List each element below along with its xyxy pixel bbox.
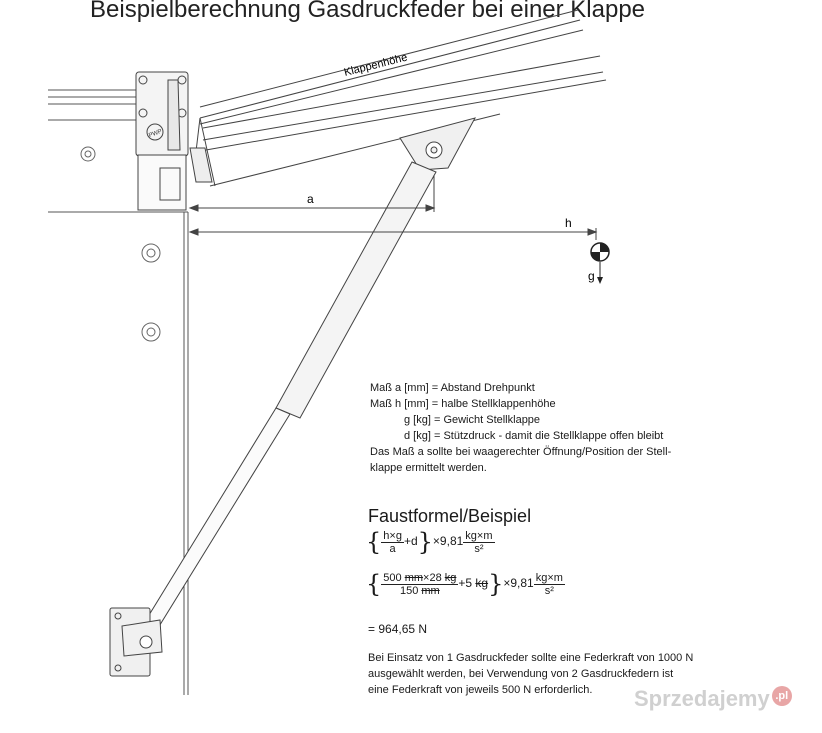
legend-line-d: d [kg] = Stützdruck - damit die Stellklappe offen bleibt [404, 430, 664, 442]
dimension-h-label: h [565, 216, 572, 230]
fraction-unit: $\frac{kg\times m}{\text{s²}}$ [465, 529, 493, 555]
klappenhoehe-label: Klappenhöhe [342, 51, 409, 79]
fraction-example: $\frac{500 mm\times 28 kg}{150 mm}$ [383, 571, 457, 597]
formula-example: { $\frac{500 mm\times 28 kg}{150 mm}$ +5 kg}×9,81 $\frac{kg\times m}{\text{s²}}$ [366, 570, 563, 598]
legend-note-1: Das Maß a sollte bei waagerechter Öffnung/Position der Stell- [370, 446, 672, 458]
cabinet-side-wall [184, 212, 188, 695]
flap-lid [190, 20, 606, 186]
conclusion-line: eine Federkraft von jeweils 500 N erforderlich. [368, 684, 593, 696]
fraction-unit: $\frac{kg\times m}{\text{s²}}$ [535, 571, 563, 597]
brace-close: } [417, 528, 433, 556]
brace-open: { [366, 528, 382, 556]
gravity-label: g [588, 269, 595, 283]
formula-result: = 964,65 N [368, 622, 428, 636]
watermark: Sprzedajemy .pl [634, 686, 792, 712]
brace-open: { [366, 570, 382, 598]
lid-mount-bracket [400, 118, 475, 170]
watermark-badge: .pl [772, 686, 792, 706]
legend-note-2: klappe ermittelt werden. [370, 462, 487, 474]
formula-general: { $\frac{h\times g}{a}$ +d}×9,81 $\frac{kg\times m}{\text{s²}}$ [366, 528, 493, 556]
hinge-bracket [136, 72, 188, 210]
conclusion-line: ausgewählt werden, bei Verwendung von 2 Gasdruckfedern ist [368, 668, 674, 680]
legend-line-g: g [kg] = Gewicht Stellklappe [404, 414, 541, 426]
legend-line-a: Maß a [mm] = Abstand Drehpunkt [370, 382, 535, 394]
brand-logo: PWP [148, 128, 163, 140]
dimension-a-label: a [307, 192, 314, 206]
formula-heading: Faustformel/Beispiel [368, 506, 532, 526]
page-title: Beispielberechnung Gasdruckfeder bei einer Klappe [90, 0, 646, 23]
legend-line-h: Maß h [mm] = halbe Stellklappenhöhe [370, 398, 556, 410]
brace-close: } [488, 570, 504, 598]
conclusion-line: Bei Einsatz von 1 Gasdruckfeder sollte eine Federkraft von 1000 N [368, 652, 694, 664]
fraction-hg-a: $\frac{h\times g}{a}$ [383, 529, 402, 555]
